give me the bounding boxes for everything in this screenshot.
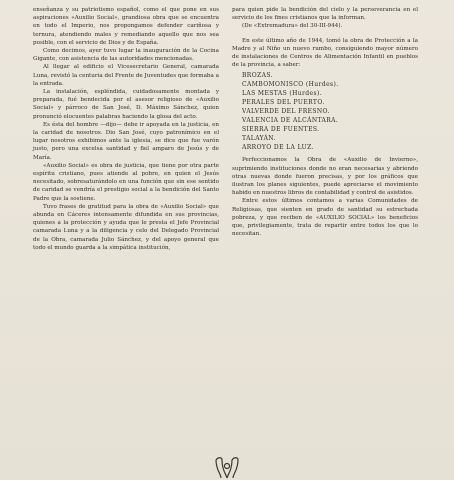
list-item: CAMBOMONISCO (Hurdes).	[242, 81, 339, 89]
paragraph: Perfeccionamos la Obra de «Auxilio de Invierno», suprimiendo instituciones donde no eran necesarias y abriendo otras nuevas donde fueron precisas, y por los gráficos que ilustran los planes siguientes, puede apreciarse el movimiento habido en nuestros libros de contabilidad y control de asistidos.	[232, 157, 418, 197]
list-item: VALVERDE DEL FRESNO.	[242, 108, 330, 116]
paragraph: Al llegar al edificio el Vicesecretario General, camarada Luna, revistó la centuria del Frente de Juventudes que formaba a la entrada.	[33, 64, 219, 87]
list-item: PERALES DEL PUERTO.	[242, 99, 325, 107]
paragraph: Tuvo frases de gratitud para la obra de «Auxilio Social» que abunda en Cáceres intensamente difundida en sus provincias, quienes a la protección y ayuda que le presta el Jefe Provincial camarada Luna y a la diligencia y celo del Delegado Provincial de la Obra, camarada Julio Sánchez, y del apoyo general que todo el mundo guarda a la simpática institución,	[33, 203, 219, 251]
paragraph: Entre estos últimos contamos a varias Comunidades de Religiosas, que sienten en grado de santidad su estrechada pobreza, y que reciben de «AUXILIO SOCIAL» los beneficios que, privilegiamente, trata de repartir entre todos los que lo necesitan.	[232, 198, 418, 238]
list-item: ARROYO DE LA LUZ.	[242, 144, 314, 152]
list-item: BROZAS.	[242, 72, 273, 80]
right-column	[232, 6, 418, 238]
paragraph: Es ésta del hombre —dijo— debe ir apoyada en la justicia, en la caridad de nosotros. Dio San José, cuyo patronímico en el lugar nosotros exhibimos ante la iglesia, se dice que fue varón justo, pero una excelsa santidad y fiel amparo de Jesús y de María.	[33, 121, 219, 161]
paragraph: «Auxilio Social» es obra de justicia, que tiene por otra parte espíritu cristiano, pues atiende al pobre, en quien el Jesús necesitado, sobresaturándolo en una función que sin ese sentido de caridad se vendría el prestigio social a la bendición del Santo Padre que la sostiene.	[33, 162, 219, 202]
paragraph: En este último año de 1944, tomó la obra de Protección a la Madre y al Niño un nuevo rumbo, consiguiendo mayor número de instalaciones de Centros de Alimentación Infantil en pueblos de la provincia, a saber:	[232, 37, 418, 69]
list-item: LAS MESTAS (Hurdes).	[242, 90, 323, 98]
paragraph: enseñanza y su patriotismo español, como el que pone en sus aspiraciones «Auxilio Social», grandiosa obra que se encuentra en todo el Imperio, nos propongamos defender cariñosa y ternura, atendiendo males y remediando aquello que nos sea posible, con el servicio de Dios y de España.	[33, 7, 219, 46]
paragraph: Como decimos, ayer tuvo lugar la inauguración de la Cocina Gigante, con asistencia de las autoridades mencionadas.	[33, 48, 219, 63]
town-list	[242, 71, 418, 152]
list-item: VALENCIA DE ALCÁNTARA.	[242, 117, 339, 125]
paragraph: para quien pide la bendición del cielo y la perseverancia en el servicio de los fines cristianos que la informan.	[232, 7, 418, 22]
vignette-ornament-icon	[213, 456, 241, 480]
list-item: TALAYÁN.	[242, 135, 276, 143]
left-column	[33, 6, 219, 252]
source-citation: (De «Extremadura» del 30-III-944).	[242, 23, 343, 30]
list-item: SIERRA DE FUENTES.	[242, 126, 320, 134]
paragraph: La instalación, espléndida, cuidadosamente montada y preparada, fué bendecida por el asesor religioso de «Auxilio Social» y párroco de San José, D. Máximo Sánchez, quien pronunció elocuentes palabras haciendo la glosa del acto.	[33, 89, 219, 120]
